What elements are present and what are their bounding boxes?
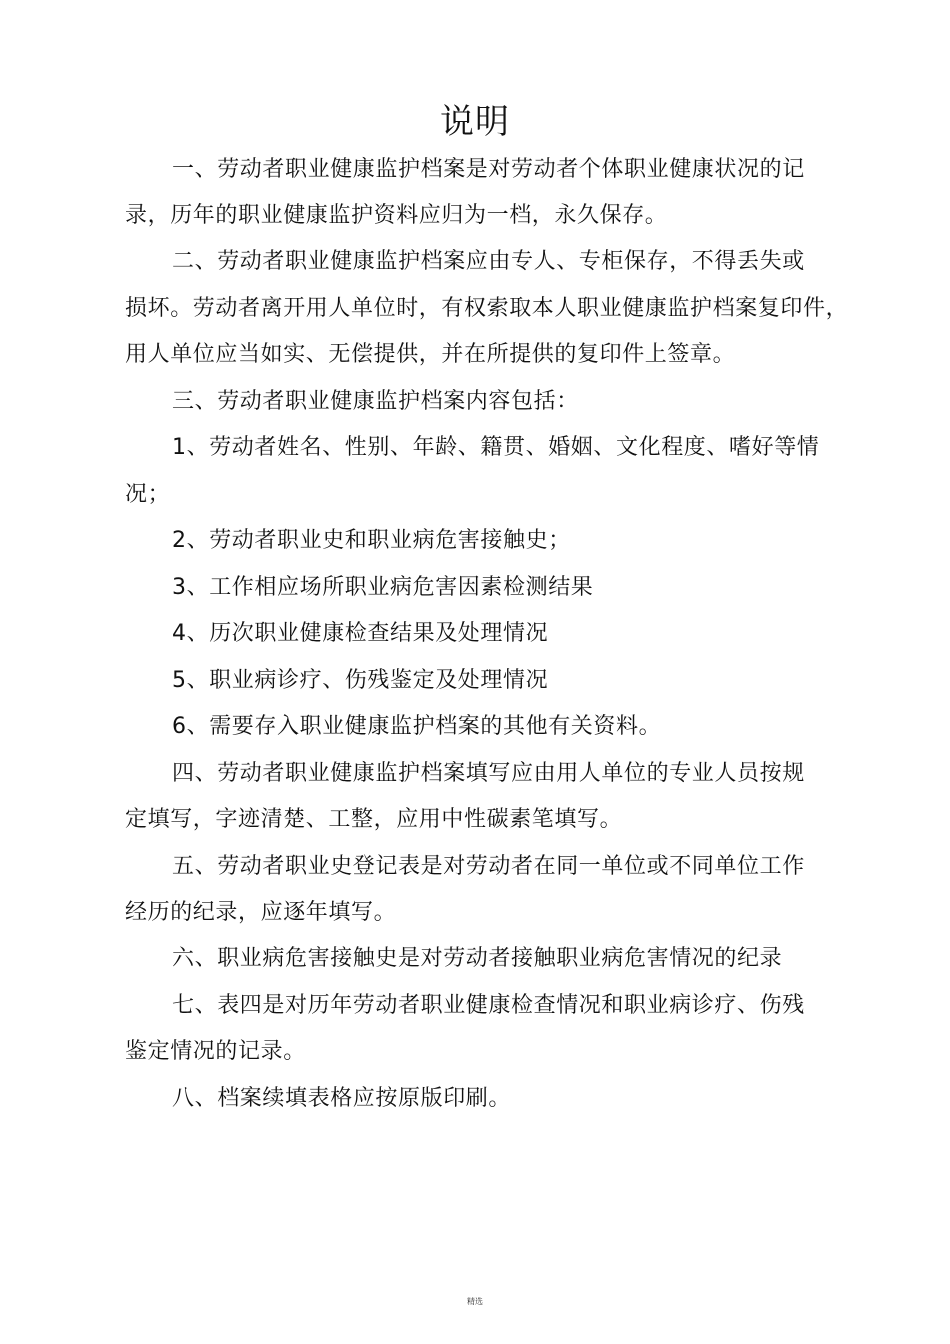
footer-mark: 精选 <box>467 1297 483 1306</box>
paragraph-2-line-2: 损坏。劳动者离开用人单位时，有权索取本人职业健康监护档案复印件， <box>125 296 849 321</box>
paragraph-6-line-1: 六、职业病危害接触史是对劳动者接触职业病危害情况的纪录 <box>172 946 783 971</box>
item-1-line-2: 况； <box>125 482 171 507</box>
paragraph-1-line-2: 录，历年的职业健康监护资料应归为一档，永久保存。 <box>125 203 668 228</box>
paragraph-7-line-2: 鉴定情况的记录。 <box>125 1039 306 1064</box>
item-6: 6、需要存入职业健康监护档案的其他有关资料。 <box>172 714 662 739</box>
item-2: 2、劳动者职业史和职业病危害接触史； <box>172 528 571 553</box>
paragraph-3-line-1: 三、劳动者职业健康监护档案内容包括： <box>172 389 579 414</box>
item-5: 5、职业病诊疗、伤残鉴定及处理情况 <box>172 668 549 693</box>
item-4: 4、历次职业健康检查结果及处理情况 <box>172 621 549 646</box>
item-3: 3、工作相应场所职业病危害因素检测结果 <box>172 575 594 600</box>
paragraph-5-line-2: 经历的纪录，应逐年填写。 <box>125 900 397 925</box>
paragraph-4-line-2: 定填写，字迹清楚、工整，应用中性碳素笔填写。 <box>125 807 623 832</box>
paragraph-2-line-3: 用人单位应当如实、无偿提供，并在所提供的复印件上签章。 <box>125 342 736 367</box>
item-1-line-1: 1、劳动者姓名、性别、年龄、籍贯、婚姻、文化程度、嗜好等情 <box>172 435 820 460</box>
paragraph-5-line-1: 五、劳动者职业史登记表是对劳动者在同一单位或不同单位工作 <box>172 854 805 879</box>
paragraph-1-line-1: 一、劳动者职业健康监护档案是对劳动者个体职业健康状况的记 <box>172 157 805 182</box>
paragraph-4-line-1: 四、劳动者职业健康监护档案填写应由用人单位的专业人员按规 <box>172 761 805 786</box>
paragraph-2-line-1: 二、劳动者职业健康监护档案应由专人、专柜保存，不得丢失或 <box>172 249 805 274</box>
page-title: 说明 <box>440 102 510 142</box>
paragraph-7-line-1: 七、表四是对历年劳动者职业健康检查情况和职业病诊疗、伤残 <box>172 993 805 1018</box>
paragraph-8-line-1: 八、档案续填表格应按原版印刷。 <box>172 1086 512 1111</box>
